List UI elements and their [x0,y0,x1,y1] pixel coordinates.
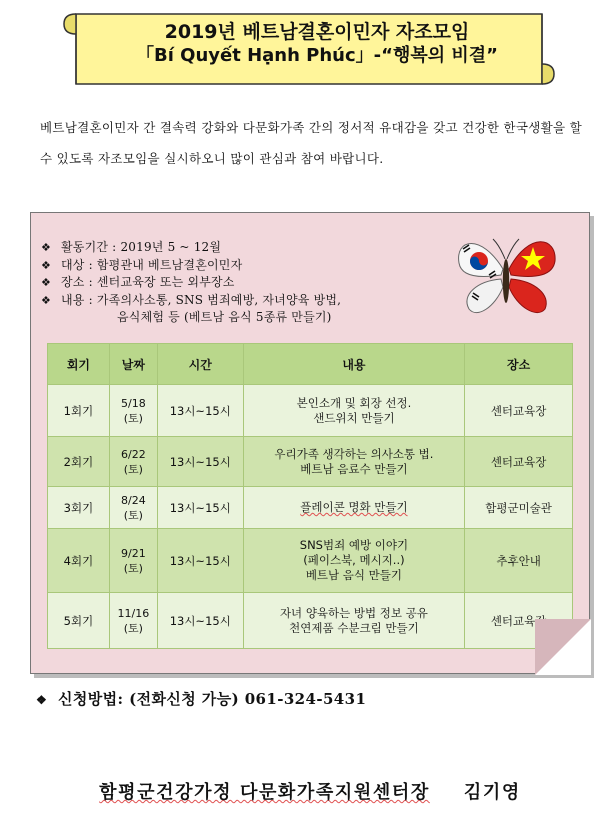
program-details [41,239,461,327]
table-row [48,437,573,487]
time-cell: 13시~15시 [157,487,243,529]
header-session: 회기 [48,344,110,385]
content-line: 베트남 음료수 만들기 [300,461,408,476]
date-value: 11/16 [117,606,150,620]
table-row [48,385,573,437]
content-cell [243,593,465,649]
date-cell [109,529,157,593]
date-cell [109,437,157,487]
header-time: 시간 [157,344,243,385]
detail-item-content [41,292,461,327]
butterfly-flags-icon [451,229,561,321]
content-line: SNS범죄 예방 이야기 [299,538,409,552]
application-method [36,688,366,709]
content-line: 플레이콘 명화 만들기 [300,500,408,514]
detail-content-line: 내용 : 가족의사소통, SNS 범죄예방, 자녀양육 방법, [61,292,342,307]
title-banner [62,6,556,92]
day-value: (토) [123,621,143,635]
content-line: 자녀 양육하는 방법 정보 공유 [279,605,428,620]
place-cell: 센터교육장 [465,385,573,437]
place-cell: 센터교육장 [465,593,573,649]
content-line: (페이스북, 메시지..) [303,553,405,567]
content-cell [243,529,465,593]
intro-paragraph: 베트남결혼이민자 간 결속력 강화와 다문화가족 간의 정서적 유대감을 갖고 건강한 한국생활을 할 수 있도록 자조모임을 실시하오니 많이 관심과 참여 바랍니다. [40,120,583,166]
detail-text: 활동기간 : 2019년 5 ~ 12월 [61,240,222,254]
content-line: 샌드위치 만들기 [313,410,395,425]
session-cell: 4회기 [48,529,110,593]
session-cell: 5회기 [48,593,110,649]
date-cell [109,593,157,649]
header-place: 장소 [465,344,573,385]
detail-text [61,292,341,327]
session-cell: 1회기 [48,385,110,437]
header-date: 날짜 [109,344,157,385]
date-value: 5/18 [121,396,146,410]
date-cell [109,487,157,529]
content-cell [243,437,465,487]
detail-text: 장소 : 센터교육장 또는 외부장소 [61,275,235,289]
header-content: 내용 [243,344,465,385]
table-row [48,593,573,649]
day-value: (토) [123,508,143,522]
content-line: 베트남 음식 만들기 [305,568,403,582]
diamond-bullet-icon: ❖ [41,293,52,307]
detail-text: 대상 : 함평관내 베트남결혼이민자 [61,257,243,272]
time-cell: 13시~15시 [157,593,243,649]
date-cell [109,385,157,437]
day-value: (토) [123,462,143,476]
detail-item-place [41,274,461,292]
diamond-bullet-icon: ❖ [41,258,52,272]
schedule-table [47,343,573,649]
place-cell: 센터교육장 [465,437,573,487]
title-line-2: 「Bí Quyết Hạnh Phúc」-“행복의 비결” [135,45,499,66]
session-cell: 2회기 [48,437,110,487]
program-info-box [30,212,590,674]
table-row [48,529,573,593]
page-title [102,20,532,68]
table-header-row [48,344,573,385]
folded-corner [535,619,591,675]
application-text: 신청방법: (전화신청 가능) 061-324-5431 [58,690,367,708]
time-cell: 13시~15시 [157,437,243,487]
content-cell [243,385,465,437]
session-cell: 3회기 [48,487,110,529]
date-value: 9/21 [121,546,146,560]
day-value: (토) [123,561,143,575]
content-cell [243,487,465,529]
place-cell: 추후안내 [465,529,573,593]
detail-item-target [41,257,461,275]
day-value: (토) [123,411,143,425]
footer-organization: 함평군건강가정 다문화가족지원센터장 [99,782,430,803]
diamond-bullet-icon: ❖ [41,241,52,254]
table-row [48,487,573,529]
content-line: 본인소개 및 회장 선정. [296,395,412,410]
diamond-bullet-icon: ❖ [41,276,52,289]
time-cell: 13시~15시 [157,529,243,593]
footer-signature [50,778,570,804]
date-value: 8/24 [121,493,146,507]
date-value: 6/22 [121,447,146,461]
content-line: 천연제품 수분크림 만들기 [289,620,419,635]
content-line: 우리가족 생각하는 의사소통 법. [274,446,434,461]
footer-name: 김기영 [463,782,521,803]
place-cell: 함평군미술관 [465,487,573,529]
diamond-bullet-icon: ❖ [36,693,48,707]
title-line-1: 2019년 베트남결혼이민자 자조모임 [164,21,470,43]
detail-content-continuation: 음식체험 등 (베트남 음식 5종류 만들기) [117,310,332,324]
time-cell: 13시~15시 [157,385,243,437]
detail-item-period [41,239,461,257]
